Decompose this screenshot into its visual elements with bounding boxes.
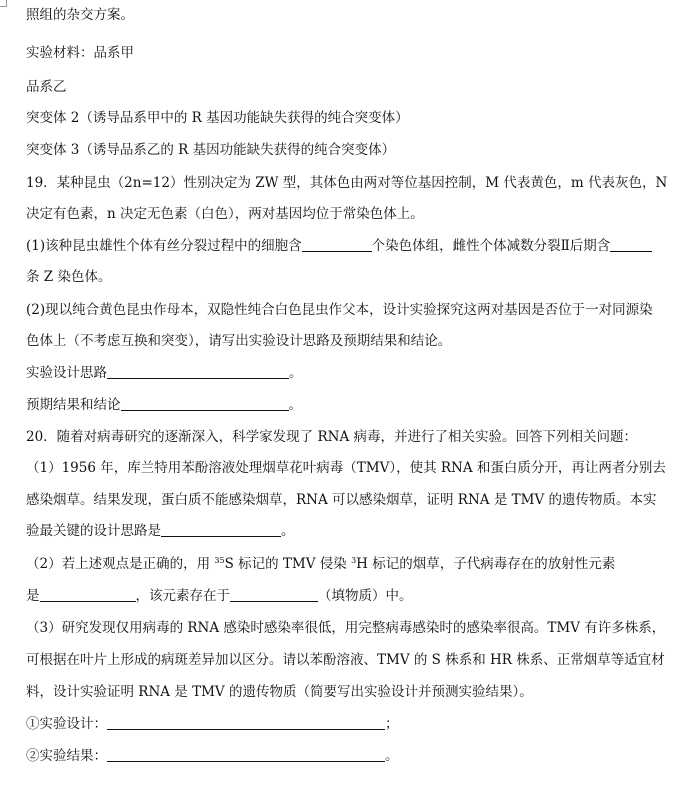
q20-p2-text-b: S 标记的 TMV 侵染 (224, 556, 352, 572)
question-20-intro: 20．随着对病毒研究的逐渐深入，科学家发现了 RNA 病毒，并进行了相关实验。回答下列相关问题： (26, 429, 637, 445)
text-line-3: 品系乙 (26, 79, 67, 95)
q20-experiment-result-row (26, 747, 684, 765)
q19-blank-z-count[interactable] (610, 237, 652, 252)
text-line-2: 实验材料：品系甲 (26, 45, 134, 61)
question-20-part1-cont: 感染烟草。结果发现，蛋白质不能感染烟草，RNA 可以感染烟草，证明 RNA 是 TMV 的遗传物质。本实 (26, 492, 657, 508)
question-20-part3-cont2: 料，设计实验证明 RNA 是 TMV 的遗传物质（简要写出实验设计并预测实验结果）。 (26, 684, 533, 700)
question-19-part1-cont: 条 Z 染色体。 (26, 269, 112, 285)
question-19-intro-cont: 决定有色素，n 决定无色素（白色），两对基因均位于常染色体上。 (26, 206, 424, 222)
question-19-part2: (2)现以纯合黄色昆虫作母本，双隐性纯合白色昆虫作父本，设计实验探究这两对基因是否位于一对同源染 (26, 302, 653, 318)
q19-result-period: 。 (288, 397, 302, 413)
q19-p1-text-a: (1)该种昆虫雄性个体有丝分裂过程中的细胞含 (26, 238, 302, 254)
q20-result-blank[interactable] (107, 747, 385, 762)
q19-result-row (26, 396, 684, 414)
q20-p2-superscript-3: 3 (351, 556, 357, 565)
q20-result-end: 。 (385, 748, 399, 764)
q20-design-blank[interactable] (107, 715, 385, 730)
q20-p2-text-f: （填物质）中。 (318, 588, 413, 604)
q20-p2-text-e: ，该元素存在于 (135, 588, 230, 604)
q20-p2-text-c: H 标记的烟草，子代病毒存在的放射性元素 (356, 556, 616, 572)
question-19-part2-cont: 色体上（不考虑互换和突变），请写出实验设计思路及预期结果和结论。 (26, 333, 452, 349)
q20-element-blank[interactable] (40, 587, 136, 602)
question-19-part1 (26, 237, 684, 255)
q20-p1-period: 。 (281, 523, 295, 539)
text-line-1: 照组的杂交方案。 (26, 7, 134, 23)
page-corner-mark (0, 0, 7, 7)
question-20-part3-cont1: 可根据在叶片上形成的病斑差异加以区分。请以苯酚溶液、TMV 的 S 株系和 HR 株系、正常烟草等适宜材 (26, 652, 665, 668)
q20-p2-text-d: 是 (26, 588, 40, 604)
question-20-part2-cont (26, 587, 684, 605)
q19-blank-chromosome-sets[interactable] (302, 237, 372, 252)
q19-design-period: 。 (289, 365, 303, 381)
question-20-part1: （1）1956 年，库兰特用苯酚溶液处理烟草花叶病毒（TMV），使其 RNA 和蛋白质分开，再让两者分别去 (26, 460, 666, 476)
q20-p1-text-c: 验最关键的设计思路是 (26, 523, 161, 539)
q20-p2-text-a: （2）若上述观点是正确的，用 (26, 556, 215, 572)
text-line-5: 突变体 3（诱导品系乙的 R 基因功能缺失获得的纯合突变体） (26, 142, 396, 158)
q20-experiment-design-row (26, 715, 684, 733)
q20-design-end: ； (385, 716, 399, 732)
q20-p2-superscript-35: 35 (214, 556, 225, 565)
question-20-part2 (26, 555, 684, 573)
q19-result-blank[interactable] (121, 396, 289, 411)
q20-design-label: ①实验设计： (26, 716, 107, 732)
question-19-intro: 19．某种昆虫（2n=12）性别决定为 ZW 型，其体色由两对等位基因控制，M 代表黄色，m 代表灰色，N (26, 175, 668, 191)
q19-design-label: 实验设计思路 (26, 365, 107, 381)
question-20-part3: （3）研究发现仅用病毒的 RNA 感染时感染率很低，用完整病毒感染时的感染率很高。TMV 有许多株系， (26, 620, 666, 636)
q19-design-blank[interactable] (107, 364, 289, 379)
q20-substance-blank[interactable] (230, 587, 318, 602)
q19-design-row (26, 364, 684, 382)
text-line-4: 突变体 2（诱导品系甲中的 R 基因功能缺失获得的纯合突变体） (26, 110, 409, 126)
q19-p1-text-b: 个染色体组，雌性个体减数分裂Ⅱ后期含 (371, 238, 611, 254)
q20-design-row (26, 522, 684, 540)
q19-result-label: 预期结果和结论 (26, 397, 121, 413)
q20-result-label: ②实验结果： (26, 748, 107, 764)
q20-design-idea-blank[interactable] (161, 522, 281, 537)
